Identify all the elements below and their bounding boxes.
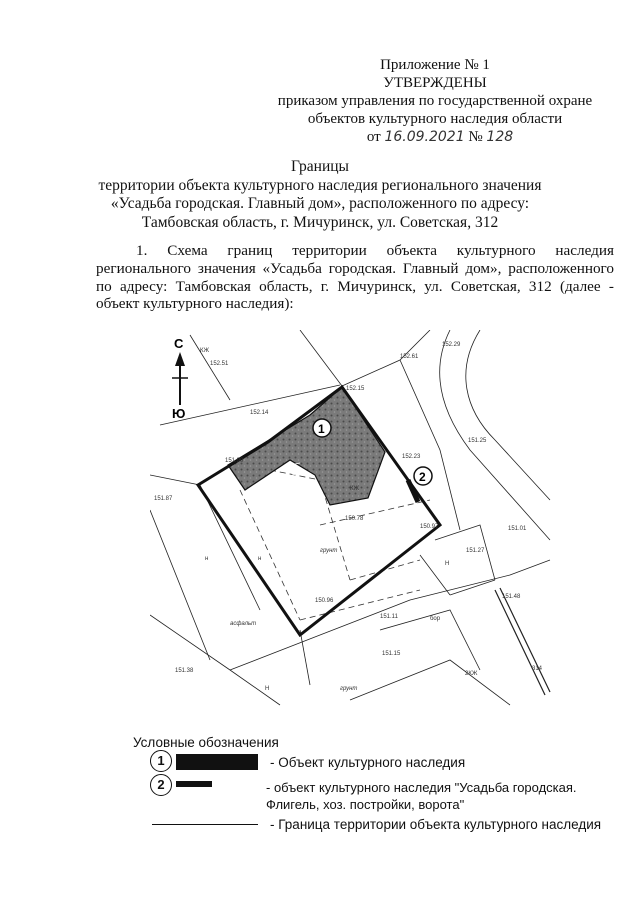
elev-label: 151.87	[154, 496, 173, 502]
paragraph-number: 1.	[136, 242, 148, 259]
appendix-header	[270, 56, 600, 146]
map-marker-1	[313, 419, 331, 437]
legend-marker-1: 1	[150, 750, 172, 772]
compass-north: С	[174, 336, 184, 351]
handwritten-number: 128	[486, 129, 514, 145]
approved-label: УТВЕРЖДЕНЫ	[383, 75, 487, 91]
appendix-number: Приложение № 1	[380, 57, 490, 73]
document-title	[60, 158, 580, 232]
elev-label: 151.90	[225, 458, 244, 464]
street-curve	[440, 330, 550, 540]
fence-double	[495, 590, 545, 695]
title-line-2: территории объекта культурного наследия регионального значения	[98, 176, 542, 194]
parcel-line	[300, 330, 342, 386]
elev-label: 152.15	[346, 386, 365, 392]
elev-label: 152.29	[442, 342, 461, 348]
parcel-line	[300, 630, 310, 685]
marker-2-label: 2	[419, 470, 426, 484]
surface-label: грунт	[340, 686, 358, 692]
building-label: КЖ	[200, 348, 210, 354]
elev-label: 152.14	[250, 410, 269, 416]
legend-item-2-text-2: Флигель, хоз. постройки, ворота"	[266, 797, 465, 812]
number-sign: №	[468, 129, 483, 145]
parcel-line	[450, 580, 495, 595]
elev-label: 150.96	[315, 598, 334, 604]
parcel-line	[350, 660, 510, 705]
legend-item-3-text: - Граница территории объекта культурного наследия	[270, 817, 602, 832]
elev-label: 151.11	[380, 614, 398, 620]
elev-label: 151.48	[502, 594, 521, 600]
boundary-scheme-map	[150, 330, 560, 710]
elev-label: 151.01	[508, 526, 527, 532]
building-label: н	[258, 556, 262, 562]
legend-heading: Условные обозначения	[133, 735, 279, 750]
title-line-3: «Усадьба городская. Главный дом», расположенного по адресу:	[110, 195, 530, 212]
building-label: 314	[532, 666, 543, 672]
street-curve	[466, 330, 550, 500]
elev-label: 151.25	[468, 438, 487, 444]
paragraph-text: Схема границ территории объекта культурного наследия регионального значения «Усадьба городская. Главный дом», расположенного по адресу: Тамбовская область, г. Мичуринск, ул. Советская, 312 (далее - объект культурного наследия):	[96, 242, 615, 313]
elev-label: 151.15	[382, 651, 401, 657]
legend-swatch-object	[176, 754, 258, 770]
parcel-line	[150, 475, 200, 485]
map-marker-2	[414, 467, 432, 485]
surface-label: асфальт	[230, 621, 257, 627]
parcel-line	[435, 525, 495, 580]
surface-label: грунт	[320, 548, 338, 554]
date-prefix: от	[366, 129, 381, 145]
elev-label: 152.61	[400, 354, 419, 360]
parcel-line	[150, 615, 280, 705]
building-label: Н	[265, 686, 270, 692]
order-line-2: объектов культурного наследия области	[307, 111, 563, 127]
scheme-paragraph	[96, 242, 614, 313]
building-label: н	[205, 556, 209, 562]
legend-item-1-text: - Объект культурного наследия	[270, 755, 466, 770]
building-label: Н	[445, 561, 450, 567]
legend-swatch-boundary	[152, 824, 258, 825]
north-arrow-icon	[175, 352, 185, 366]
elev-label: 152.51	[210, 361, 229, 367]
order-line-1: приказом управления по государственной охране	[277, 93, 593, 109]
legend-item-2-text-1: - объект культурного наследия "Усадьба городская.	[266, 780, 577, 795]
elev-label: 151.27	[466, 548, 485, 554]
elev-label: 151.38	[175, 668, 194, 674]
parcel-line	[230, 600, 410, 670]
marker-1-label: 1	[318, 422, 325, 436]
building-label: 2КЖ	[465, 671, 478, 677]
parcel-line	[190, 335, 230, 400]
elev-label: 152.23	[402, 454, 421, 460]
title-line-4: Тамбовская область, г. Мичуринск, ул. Советская, 312	[141, 213, 499, 231]
parcel-line	[410, 560, 550, 600]
building-label: КЖ	[350, 486, 360, 492]
legend-marker-2: 2	[150, 774, 172, 796]
building-label: бор	[430, 616, 441, 622]
title-line-1: Границы	[291, 158, 349, 175]
order-date-line	[270, 128, 600, 146]
parcel-line	[150, 510, 210, 660]
handwritten-date: 16.09.2021	[384, 129, 465, 145]
elev-label: 150.78	[345, 516, 364, 522]
elev-label: 150.97	[420, 524, 439, 530]
compass-south: Ю	[172, 406, 186, 421]
legend-swatch-object-2	[176, 781, 212, 787]
fence-double	[500, 588, 550, 692]
compass	[172, 336, 188, 421]
